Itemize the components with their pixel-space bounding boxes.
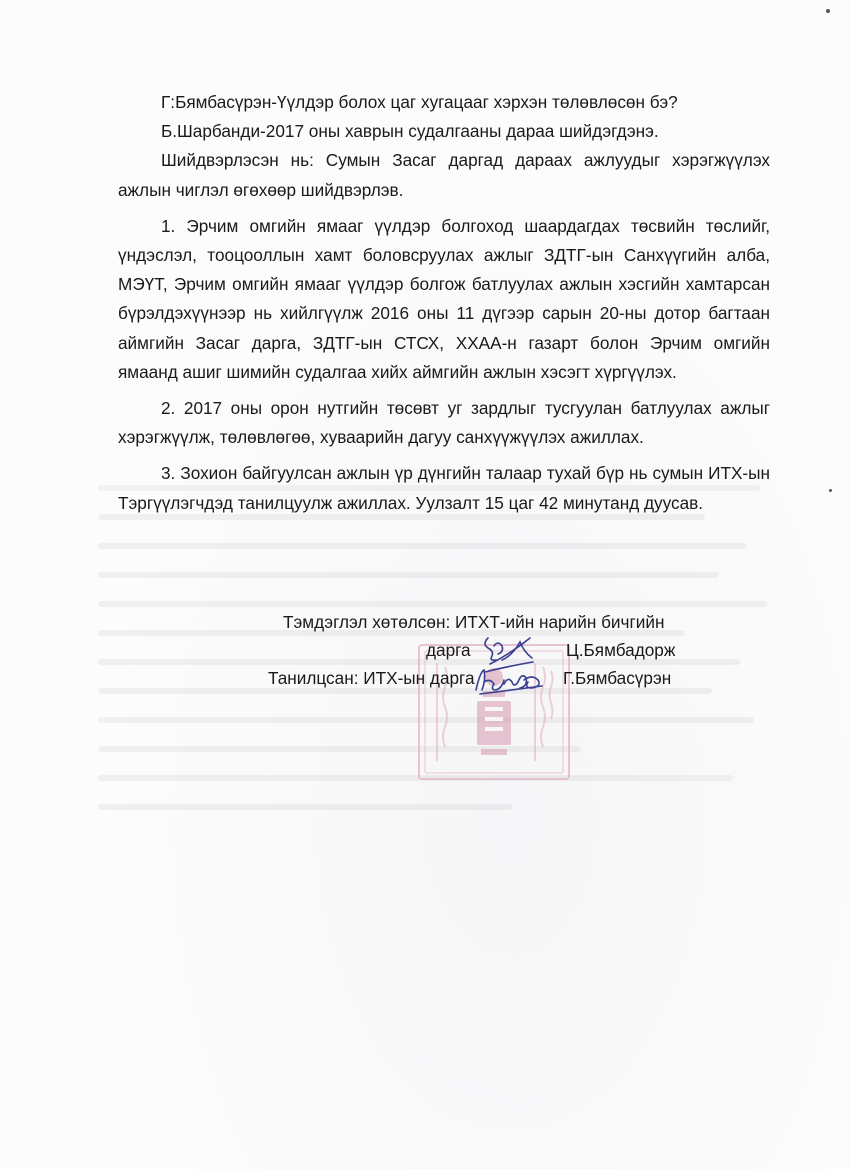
paragraph-item-1: 1. Эрчим омгийн ямааг үүлдэр болгоход шаардагдах төсвийн төслийг, үндэслэл, тооцооллын хамт боловсруулах ажлыг ЗДТГ-ын Санхүүгийн алба, МЭҮТ, Эрчим омгийн ямааг үүлдэр болгож батлуулах ажлын хэсгийн хамтарсан бүрэлдэхүүнээр нь хийлгүүлж 2016 оны 11 дүгээр сарын 20-ны дотор багтаан аймгийн Засаг дарга, ЗДТГ-ын СТСХ, ХХАА-н газарт болон Эрчим омгийн ямаанд ашиг шимийн судалгаа хийх аймгийн ажлын хэсэгт хүргүүлэх. — [118, 215, 770, 382]
scan-speck — [829, 489, 832, 492]
scan-speck — [826, 9, 830, 13]
paragraph-decision: Шийдвэрлэсэн нь: Сумын Засаг даргад дараах ажлуудыг хэрэгжүүлэх ажлын чиглэл өгөхөөр шийдвэрлэв. — [118, 150, 770, 200]
recorder-title: дарга — [426, 640, 471, 660]
reviewer-name: Г.Бямбасүрэн — [563, 668, 672, 688]
document-body — [118, 88, 770, 518]
recorder-name: Ц.Бямбадорж — [566, 640, 676, 660]
reviewer-signature-icon — [470, 664, 550, 698]
reviewer-label: Танилцсан: ИТХ-ын дарга — [268, 668, 475, 688]
recorder-line: Тэмдэглэл хөтөлсөн: ИТХТ-ийн нарийн бичгийн — [283, 612, 665, 632]
paragraph-item-2: 2. 2017 оны орон нутгийн төсөвт уг зардлыг тусгуулан батлуулах ажлыг хэрэгжүүлж, төлөвлөгөө, хуваарийн дагуу санхүүжүүлэх ажиллах. — [118, 398, 770, 448]
paragraph-question: Г:Бямбасүрэн-Үүлдэр болох цаг хугацааг хэрхэн төлөвлөсөн бэ? — [161, 92, 678, 112]
paragraph-item-3: 3. Зохион байгуулсан ажлын үр дүнгийн талаар тухай бүр нь сумын ИТХ-ын Тэргүүлэгчдэд танилцуулж ажиллах. Уулзалт 15 цаг 42 минутанд дуусав. — [118, 463, 770, 513]
paragraph-answer: Б.Шарбанди-2017 оны хаврын судалгааны дараа шийдэгдэнэ. — [161, 121, 659, 142]
